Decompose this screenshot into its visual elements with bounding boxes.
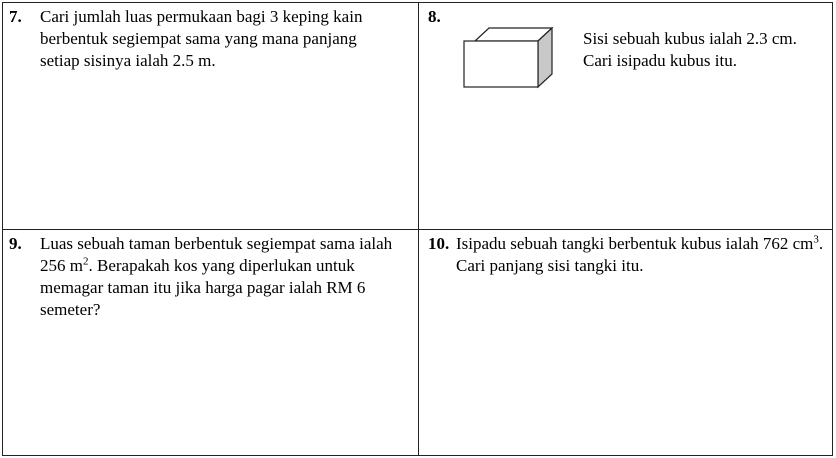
question-cell-9 [2, 230, 419, 456]
question-text [40, 233, 410, 321]
question-cell-8 [418, 3, 833, 230]
question-cell-7 [2, 3, 419, 230]
question-number: 8. [428, 7, 441, 26]
unit-exponent: 3 [813, 233, 819, 246]
unit-exponent: 2 [82, 255, 89, 268]
question-table [2, 2, 833, 456]
question-text-part: . Cari panjang sisi tangki itu. [456, 234, 824, 275]
question-text [456, 233, 831, 277]
question-number: 10. [428, 234, 450, 253]
question-text: Sisi sebuah kubus ialah 2.3 cm. Cari isipadu kubus itu. [583, 29, 797, 70]
cube-front-face [464, 41, 538, 87]
question-number: 9. [9, 234, 22, 253]
question-text: Cari jumlah luas permukaan bagi 3 keping kain berbentuk segiempat sama yang mana panjang setiap sisinya ialah 2.5 m. [40, 7, 363, 70]
question-text-part: Isipadu sebuah tangki berbentuk kubus ialah 762 cm [456, 234, 814, 253]
cube-icon [463, 27, 555, 89]
question-text-part: Luas sebuah taman berbentuk segiempat sama ialah 256 m [40, 234, 393, 275]
question-text-part: . Berapakah kos yang diperlukan untuk memagar taman itu jika harga pagar ialah RM 6 semeter? [40, 256, 366, 319]
question-number: 7. [9, 7, 22, 26]
question-cell-10 [418, 230, 833, 456]
